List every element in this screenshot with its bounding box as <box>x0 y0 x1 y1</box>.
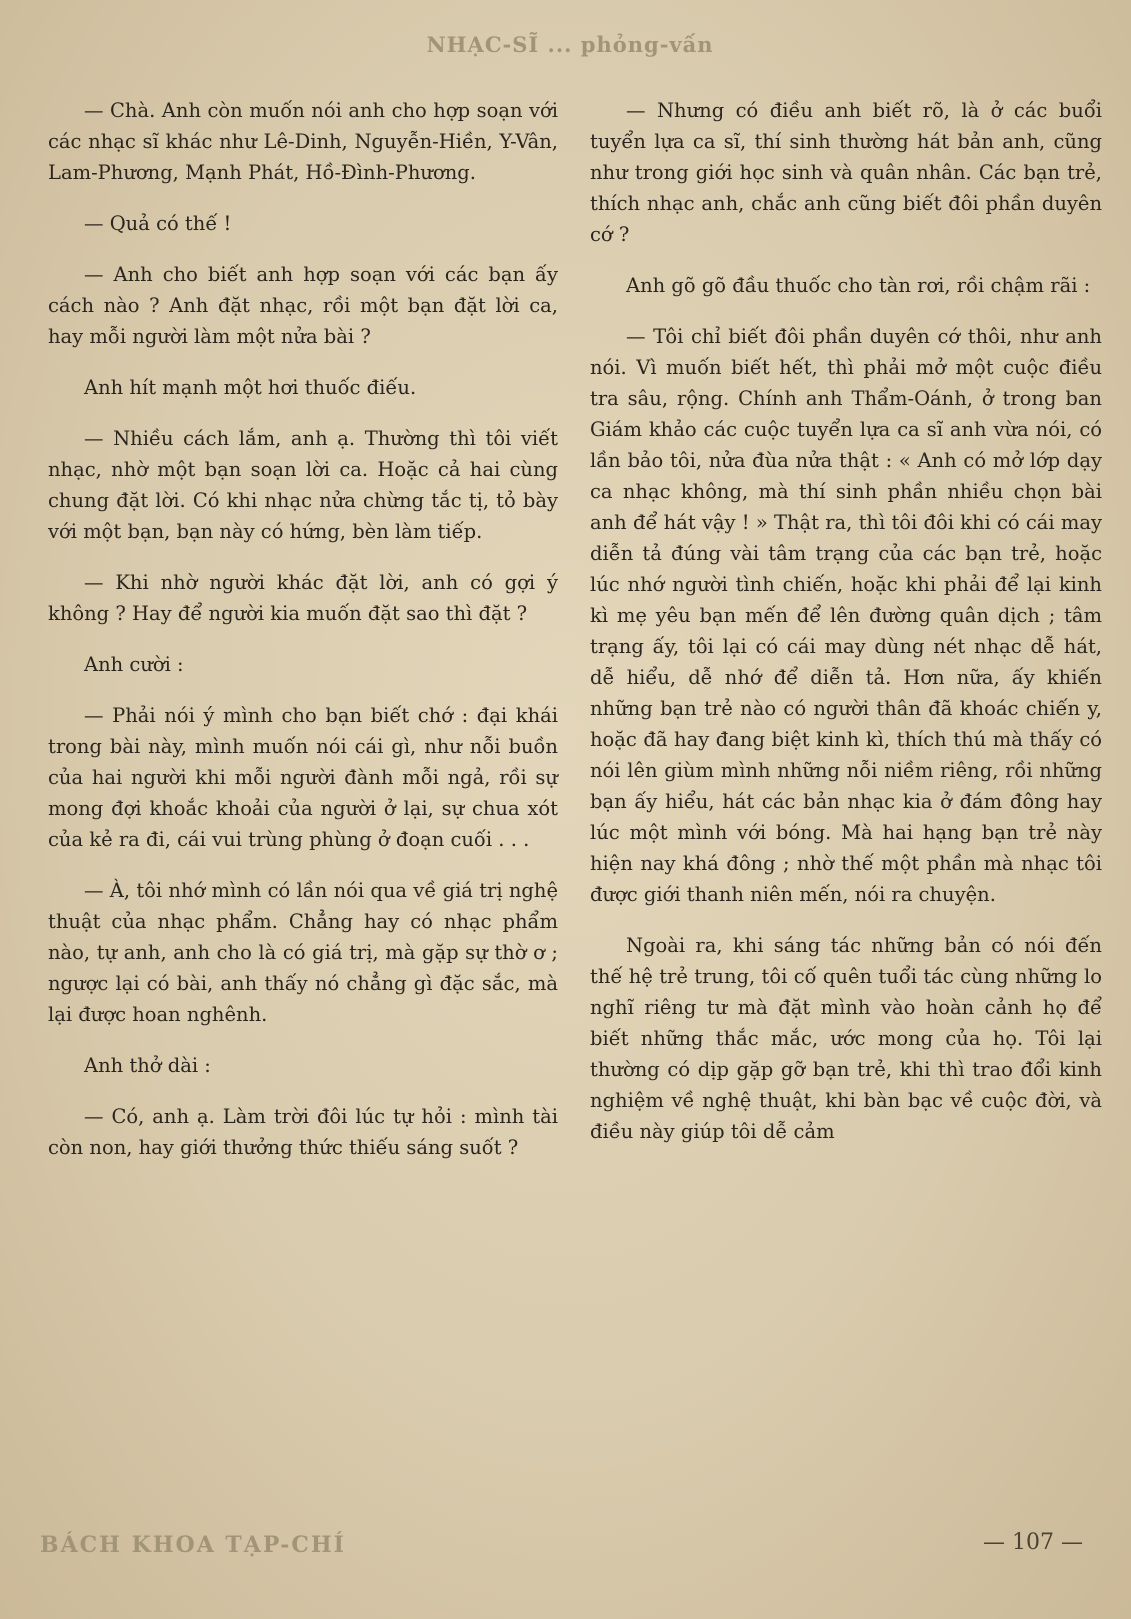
paragraph: — À, tôi nhớ mình có lần nói qua về giá trị nghệ thuật của nhạc phẩm. Chẳng hay có nhạc phẩm nào, tự anh, anh cho là có giá trị, mà gặp sự thờ ơ ; ngược lại có bài, anh thấy nó chẳng gì đặc sắc, mà lại được hoan nghênh. <box>48 879 558 1026</box>
paragraph: — Nhưng có điều anh biết rõ, là ở các buổi tuyển lựa ca sĩ, thí sinh thường hát bản anh, cũng như trong giới học sinh và quân nhân. Các bạn trẻ, thích nhạc anh, chắc anh cũng biết đôi phần duyên cớ ? <box>590 99 1102 246</box>
paragraph: Anh thở dài : <box>84 1054 211 1077</box>
paragraph: Anh gõ gõ đầu thuốc cho tàn rơi, rồi chậm rãi : <box>626 274 1091 297</box>
left-text-column <box>48 95 558 1183</box>
paragraph: Ngoài ra, khi sáng tác những bản có nói đến thế hệ trẻ trung, tôi cố quên tuổi tác cùng những lo nghĩ riêng tư mà đặt mình vào hoàn cảnh họ để biết những thắc mắc, ước mong của họ. Tôi lại thường có dịp gặp gỡ bạn trẻ, khi thì trao đổi kinh nghiệm về nghệ thuật, khi bàn bạc về cuộc đời, và điều này giúp tôi dễ cảm <box>590 934 1102 1143</box>
running-header: NHẠC-SĨ ... phỏng-vấn <box>426 32 714 57</box>
paragraph: — Anh cho biết anh hợp soạn với các bạn ấy cách nào ? Anh đặt nhạc, rồi một bạn đặt lời ca, hay mỗi người làm một nửa bài ? <box>48 263 558 348</box>
paragraph: — Chà. Anh còn muốn nói anh cho hợp soạn với các nhạc sĩ khác như Lê-Dinh, Nguyễn-Hiền, Y-Vân, Lam-Phương, Mạnh Phát, Hồ-Đình-Phương. <box>48 99 558 184</box>
paragraph: Anh hít mạnh một hơi thuốc điếu. <box>84 376 417 399</box>
paragraph: — Tôi chỉ biết đôi phần duyên cớ thôi, như anh nói. Vì muốn biết hết, thì phải mở một cuộc điều tra sâu, rộng. Chính anh Thẩm-Oánh, ở trong ban Giám khảo các cuộc tuyển lựa ca sĩ anh vừa nói, có lần bảo tôi, nửa đùa nửa thật : « Anh có mở lớp dạy ca nhạc không, mà thí sinh phần nhiều chọn bài anh để hát vậy ! » Thật ra, thì tôi đôi khi có cái may diễn tả đúng vài tâm trạng của các bạn trẻ, hoặc lúc nhớ người tình chiến, hoặc khi phải để lại kinh kì mẹ yêu bạn mến để lên đường quân dịch ; tâm trạng ấy, tôi lại có cái may dùng nét nhạc dễ hát, dễ hiểu, dễ nhớ để diễn tả. Hơn nữa, ấy khiến những bạn trẻ nào có người thân đã khoác chiến y, hoặc đã hay đang biệt kinh kì, thích thú mà thấy có nói lên giùm mình những nỗi niềm riêng, rồi những bạn ấy hiểu, hát các bản nhạc kia ở đám đông hay lúc một mình với bóng. Mà hai hạng bạn trẻ này hiện nay khá đông ; nhờ thế một phần mà nhạc tôi được giới thanh niên mến, nói ra chuyện. <box>590 325 1102 906</box>
paragraph: — Quả có thế ! <box>84 212 232 235</box>
paragraph: — Nhiều cách lắm, anh ạ. Thường thì tôi viết nhạc, nhờ một bạn soạn lời ca. Hoặc cả hai cùng chung đặt lời. Có khi nhạc nửa chừng tắc tị, tỏ bày với một bạn, bạn này có hứng, bèn làm tiếp. <box>48 427 558 543</box>
paragraph: Anh cười : <box>84 653 184 676</box>
paragraph: — Có, anh ạ. Làm trời đôi lúc tự hỏi : mình tài còn non, hay giới thưởng thức thiếu sáng suốt ? <box>48 1105 558 1159</box>
paragraph: — Khi nhờ người khác đặt lời, anh có gợi ý không ? Hay để người kia muốn đặt sao thì đặt ? <box>48 571 558 625</box>
paragraph: — Phải nói ý mình cho bạn biết chớ : đại khái trong bài này, mình muốn nói cái gì, như nỗi buồn của hai người khi mỗi người đành mỗi ngả, rồi sự mong đợi khoắc khoải của người ở lại, sự chua xót của kẻ ra đi, cái vui trùng phùng ở đoạn cuối . . . <box>48 704 558 851</box>
page-number: — 107 — <box>983 1530 1083 1555</box>
magazine-title-footer: BÁCH KHOA TẠP-CHÍ <box>40 1532 346 1558</box>
right-text-column <box>590 95 1102 1167</box>
